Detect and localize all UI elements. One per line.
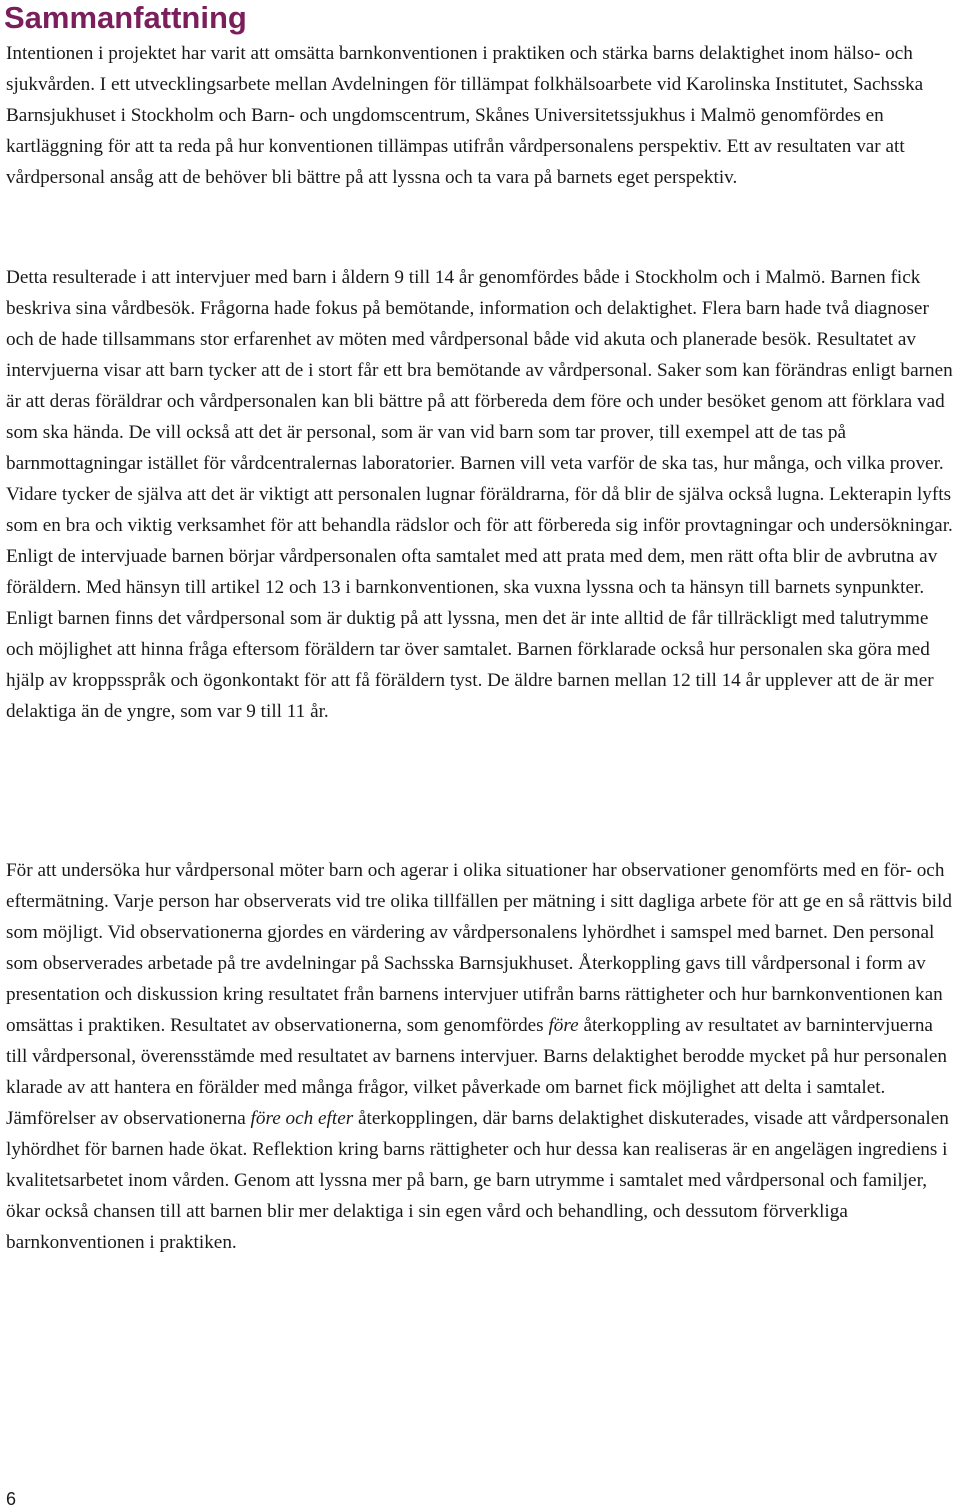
paragraph-observations xyxy=(6,855,958,1258)
paragraph-observations-text-1: För att undersöka hur vårdpersonal möter barn och agerar i olika situationer har observationer genomförts med en för- och eftermätning. Varje person har observerats vid tre olika tillfällen per mätning i sitt dagliga arbete för att ge en så rättvis bild som möjligt. Vid observationerna gjordes en värdering av vårdpersonalens lyhördhet i samspel med barnet. Den personal som observerades arbetade på tre avdelningar på Sachsska Barnsjukhuset. Återkoppling gavs till vårdpersonal i form av presentation och diskussion kring resultatet från barnens intervjuer utifrån barns rättigheter och hur barnkonventionen kan omsättas i praktiken. Resultatet av observationerna, som genomfördes xyxy=(6,860,952,1036)
emphasis-fore: före xyxy=(548,1015,579,1036)
paragraph-intro: Intentionen i projektet har varit att omsätta barnkonventionen i praktiken och stärka barns delaktighet inom hälso- och sjukvården. I ett utvecklingsarbete mellan Avdelningen för tillämpat folkhälsoarbete vid Karolinska Institutet, Sachsska Barnsjukhuset i Stockholm och Barn- och ungdomscentrum, Skånes Universitetssjukhus i Malmö genomfördes en kartläggning för att ta reda på hur konventionen tillämpas utifrån vårdpersonalens perspektiv. Ett av resultaten var att vårdpersonal ansåg att de behöver bli bättre på att lyssna och ta vara på barnets eget perspektiv. xyxy=(6,43,924,188)
page-number: 6 xyxy=(6,1489,17,1509)
paragraph-observations-text-3: återkopplingen, där barns delaktighet diskuterades, visade att vårdpersonalen lyhördhet för barnen hade ökat. Reflektion kring barns rättigheter och hur dessa kan realiseras är en angelägen ingrediens i kvalitetsarbetet inom vården. Genom att lyssna mer på barn, ge barn utrymme i samtalet med vårdpersonal och familjer, ökar också chansen till att barnen blir mer delaktiga i sin egen vård och behandling, och dessutom förverkliga barnkonventionen i praktiken. xyxy=(6,1108,949,1253)
page-title: Sammanfattning xyxy=(4,0,247,35)
paragraph-observations-text-2: återkoppling av resultatet av barnintervjuerna till vårdpersonal, överensstämde med resultatet av barnens intervjuer. Barns delaktighet berodde mycket på hur personalen klarade av att hantera en förälder med många frågor, vilket påverkade om barnet fick möjlighet att delta i samtalet. Jämförelser av observationerna xyxy=(6,1015,947,1129)
emphasis-fore-och-efter: före och efter xyxy=(250,1108,354,1129)
paragraph-interviews: Detta resulterade i att intervjuer med barn i åldern 9 till 14 år genomfördes både i Stockholm och i Malmö. Barnen fick beskriva sina vårdbesök. Frågorna hade fokus på bemötande, information och delaktighet. Flera barn hade två diagnoser och de hade tillsammans stor erfarenhet av möten med vårdpersonal både vid akuta och planerade besök. Resultatet av intervjuerna visar att barn tycker att de i stort får ett bra bemötande av vårdpersonal. Saker som kan förändras enligt barnen är att deras föräldrar och vårdpersonalen kan bli bättre på att förbereda dem före och under besöket genom att förklara vad som ska hända. De vill också att det är personal, som är van vid barn som tar prover, till exempel att de tas på barnmottagningar istället för vårdcentralernas laboratorier. Barnen vill veta varför de ska tas, hur många, och vilka prover. Vidare tycker de själva att det är viktigt att personalen lugnar föräldrarna, för då blir de själva också lugna. Lekterapin lyfts som en bra och viktig verksamhet för att behandla rädslor och för att förbereda sig inför provtagningar och undersökningar. Enligt de intervjuade barnen börjar vårdpersonalen ofta samtalet med att prata med dem, men rätt ofta blir de avbrutna av föräldern. Med hänsyn till artikel 12 och 13 i barnkonventionen, ska vuxna lyssna och ta hänsyn till barnets synpunkter. Enligt barnen finns det vårdpersonal som är duktig på att lyssna, men det är inte alltid de får tillräckligt med talutrymme och möjlighet att hinna fråga eftersom föräldern tar över samtalet. Barnen förklarade också hur personalen ska göra med hjälp av kroppsspråk och ögonkontakt för att få föräldern tyst. De äldre barnen mellan 12 till 14 år upplever att de är mer delaktiga än de yngre, som var 9 till 11 år. xyxy=(6,267,953,722)
